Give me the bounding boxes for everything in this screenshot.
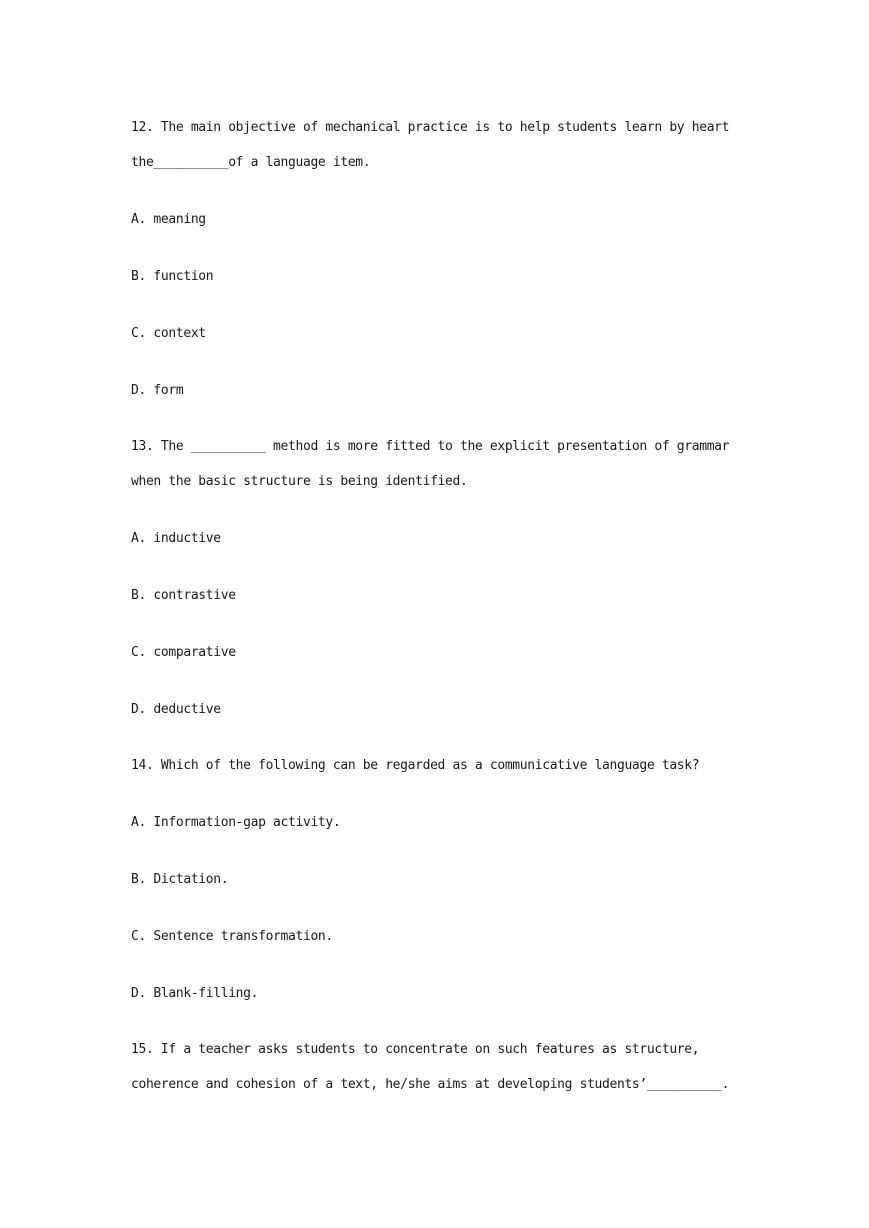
exam-page — [131, 118, 751, 1094]
question-14-option-d: D. Blank-filling. — [131, 986, 259, 1001]
question-15-line-2: coherence and cohesion of a text, he/she aims at developing students’__________. — [131, 1077, 730, 1092]
question-15-line-1: 15. If a teacher asks students to concentrate on such features as structure, — [131, 1042, 700, 1057]
question-14-option-c: C. Sentence transformation. — [131, 929, 333, 944]
question-12-option-a: A. meaning — [131, 212, 206, 227]
question-14-option-b: B. Dictation. — [131, 872, 229, 887]
question-12 — [131, 118, 751, 400]
question-13-option-d: D. deductive — [131, 702, 221, 717]
question-12-line-1: 12. The main objective of mechanical practice is to help students learn by heart — [131, 120, 730, 135]
question-13-option-a: A. inductive — [131, 531, 221, 546]
question-12-option-c: C. context — [131, 326, 206, 341]
question-15 — [131, 1040, 751, 1094]
question-13-line-1: 13. The __________ method is more fitted to the explicit presentation of grammar — [131, 439, 730, 454]
question-13-option-b: B. contrastive — [131, 588, 236, 603]
question-13 — [131, 437, 751, 719]
question-12-option-d: D. form — [131, 383, 184, 398]
question-13-option-c: C. comparative — [131, 645, 236, 660]
question-13-line-2: when the basic structure is being identified. — [131, 474, 468, 489]
question-14-option-a: A. Information-gap activity. — [131, 815, 341, 830]
question-14-line-1: 14. Which of the following can be regarded as a communicative language task? — [131, 758, 700, 773]
question-14 — [131, 756, 751, 1003]
question-12-line-2: the__________of a language item. — [131, 155, 371, 170]
question-12-option-b: B. function — [131, 269, 214, 284]
